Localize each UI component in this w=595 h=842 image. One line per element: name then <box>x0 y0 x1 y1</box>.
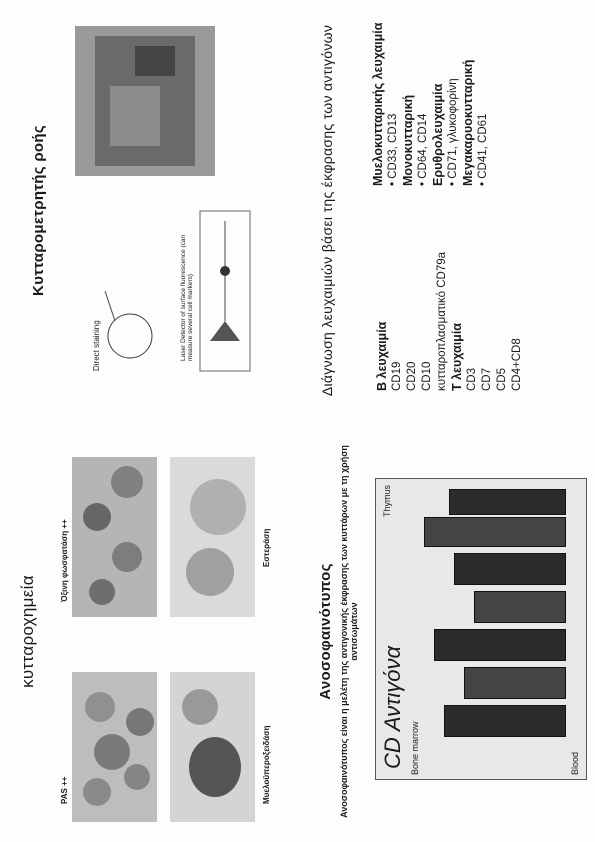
caption-acid-phosphatase: Όξινη φωσφατάση ++ <box>60 519 69 602</box>
cell-marker-blocks <box>424 489 574 737</box>
lane-thymus: Thymus <box>382 484 392 517</box>
list-heading: Μονοκυτταρική <box>401 94 415 186</box>
micrograph-acid-phosphatase <box>72 457 157 617</box>
list-item: κυτταροπλασματικό CD79a <box>436 251 448 391</box>
slide-subtitle: Ανοσοφαινότυπος είναι η μελέτη της αντιγονικής έκφρασης των κυττάρων με τη χρήση αντισωμάτων <box>339 445 359 818</box>
slide-immunophenotype <box>297 421 594 842</box>
slide-title: κυτταροχημεία <box>18 575 37 688</box>
lane-blood: Blood <box>570 751 580 775</box>
list-item: CD19 <box>391 361 403 391</box>
flow-cytometer-photo <box>75 26 215 176</box>
micrograph-pas <box>72 672 157 822</box>
slide-leukemia-diagnosis <box>297 0 594 421</box>
list-myeloid <box>371 16 491 186</box>
list-item: • CD33, CD13 <box>386 16 401 186</box>
list-item: CD7 <box>481 367 493 391</box>
list-heading: Τ λευχαιμία <box>450 323 464 391</box>
list-heading: Μεγακαρυοκυτταρική <box>461 59 475 186</box>
slide-cytochemistry <box>0 421 297 842</box>
slide-title: Ανοσοφαινότυπος <box>317 563 334 700</box>
caption-pas: PAS ++ <box>60 776 69 804</box>
list-heading: Β λευχαιμία <box>375 321 389 391</box>
flow-diagram <box>90 201 270 381</box>
list-item: CD10 <box>421 361 433 391</box>
slide-title: Διάγνωση λευχαιμιών βάσει της έκφρασης των αντιγόνων <box>319 24 335 397</box>
list-lymphoid <box>375 221 525 391</box>
list-item: CD5 <box>496 367 508 391</box>
list-item: • CD41, CD61 <box>476 16 491 186</box>
diagram-caption: Laser Detector of surface fluorescence (can measure several cell markers) <box>180 234 194 361</box>
list-item: CD4+CD8 <box>511 338 523 391</box>
list-item: • CD71, γλυκοφορίνη <box>446 16 461 186</box>
lane-bone-marrow: Bone marrow <box>410 721 420 775</box>
slide-title: Κυτταρομετρητής ροής <box>30 125 47 296</box>
cd-antigen-diagram <box>375 478 587 780</box>
slide-flow-cytometer <box>0 0 297 421</box>
caption-myeloperoxidase: Μυελοϋπεροξειδάση <box>262 725 271 804</box>
list-heading: Ερυθρολευχαιμία <box>431 83 445 186</box>
diagram-heading: CD Αντιγόνα <box>380 645 405 769</box>
list-item: • CD64, CD14 <box>416 16 431 186</box>
caption-esterase: Εστεράση <box>262 528 271 567</box>
micrograph-esterase <box>170 457 255 617</box>
list-item: CD3 <box>466 367 478 391</box>
micrograph-myeloperoxidase <box>170 672 255 822</box>
diagram-label: Direct staining <box>92 320 101 371</box>
list-item: CD20 <box>406 361 418 391</box>
list-heading: Μυελοκυτταρικής λευχαιμία <box>371 22 385 186</box>
